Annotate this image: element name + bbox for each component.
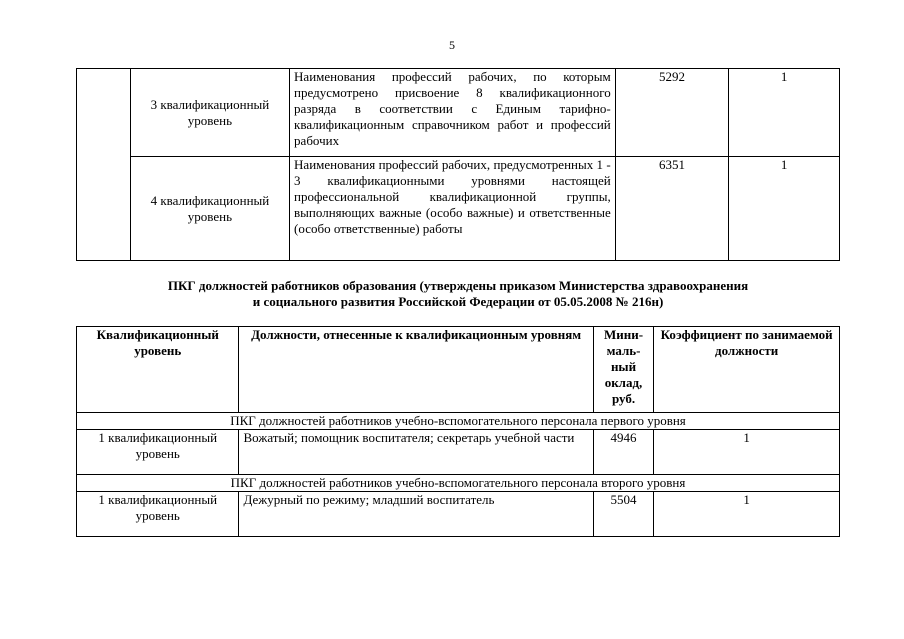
- section-heading: [76, 278, 840, 310]
- table-row: [77, 430, 840, 475]
- section-heading-line1: ПКГ должностей работников образования (утверждены приказом Министерства здравоохранения: [167, 278, 749, 293]
- salary-cell: 5504: [593, 492, 654, 537]
- level-cell: 1 квалификационный уровень: [77, 430, 239, 475]
- header-positions: Должности, отнесенные к квалификационным уровням: [239, 327, 593, 413]
- table-row: [77, 69, 840, 157]
- section-heading-line2: и социального развития Российской Федерации от 05.05.2008 № 216н): [252, 294, 664, 309]
- coefficient-cell: 1: [654, 430, 840, 475]
- salary-cell: 6351: [615, 157, 729, 261]
- group-row: [77, 475, 840, 492]
- positions-cell: Вожатый; помощник воспитателя; секретарь учебной части: [239, 430, 593, 475]
- header-row: [77, 327, 840, 413]
- level-cell: 1 квалификационный уровень: [77, 492, 239, 537]
- level-cell: 4 квалификационный уровень: [130, 157, 289, 261]
- description-cell: Наименования профессий рабочих, предусмотренных 1 - 3 квалификационными уровнями настоящей профессиональной квалификационной группы, выполняющих важные (особо важные) и ответственные (особо ответственные) работы: [290, 157, 616, 261]
- upper-table: [76, 68, 840, 261]
- description-cell: Наименования профессий рабочих, по которым предусмотрено присвоение 8 квалификационного разряда в соответствии с Единым тарифно-квалификационным справочником работ и профессий рабочих: [290, 69, 616, 157]
- empty-cell: [77, 69, 131, 261]
- level-cell: 3 квалификационный уровень: [130, 69, 289, 157]
- group-title: ПКГ должностей работников учебно-вспомогательного персонала второго уровня: [77, 475, 840, 492]
- coefficient-cell: 1: [729, 157, 840, 261]
- lower-table: [76, 326, 840, 537]
- salary-cell: 4946: [593, 430, 654, 475]
- positions-cell: Дежурный по режиму; младший воспитатель: [239, 492, 593, 537]
- salary-cell: 5292: [615, 69, 729, 157]
- coefficient-cell: 1: [729, 69, 840, 157]
- header-level: Квалификационный уровень: [77, 327, 239, 413]
- group-row: [77, 413, 840, 430]
- page-number: 5: [449, 38, 455, 52]
- table-row: [77, 157, 840, 261]
- group-title: ПКГ должностей работников учебно-вспомогательного персонала первого уровня: [77, 413, 840, 430]
- header-coefficient: Коэффициент по занимаемой должности: [654, 327, 840, 413]
- coefficient-cell: 1: [654, 492, 840, 537]
- header-salary: Мини-маль-ный оклад, руб.: [593, 327, 654, 413]
- table-row: [77, 492, 840, 537]
